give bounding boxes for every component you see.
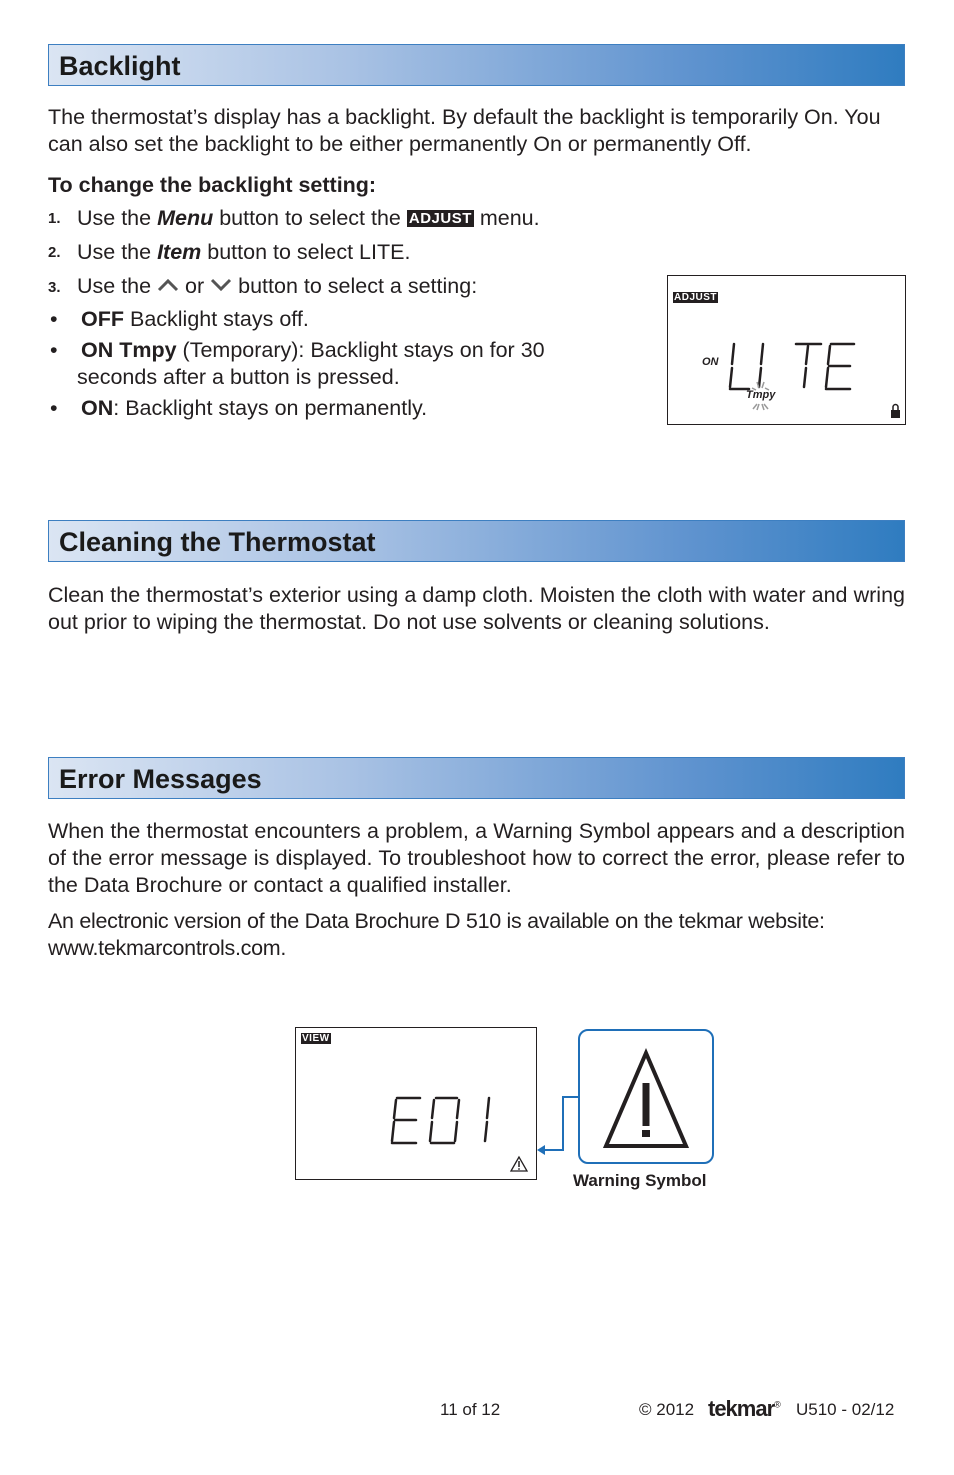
lock-icon bbox=[891, 405, 900, 419]
display-adjust-badge: ADJUST bbox=[674, 292, 718, 303]
errors-title: Error Messages bbox=[59, 764, 262, 794]
errors-header bbox=[48, 757, 905, 799]
display-tmpy-label: Tmpy bbox=[746, 389, 776, 401]
brand-logo bbox=[708, 1396, 780, 1422]
backlight-title: Backlight bbox=[59, 51, 181, 81]
step-1-number: 1. bbox=[48, 210, 61, 227]
page-number: 11 of 12 bbox=[440, 1400, 501, 1419]
warning-symbol-caption: Warning Symbol bbox=[573, 1171, 707, 1190]
step-3-number: 3. bbox=[48, 279, 61, 296]
chevron-up-icon bbox=[157, 278, 179, 292]
step-1-pre: Use the bbox=[77, 206, 158, 230]
doc-code: U510 - 02/12 bbox=[796, 1400, 895, 1419]
option-on-desc: : Backlight stays on permanently. bbox=[113, 396, 428, 420]
step-2-text bbox=[77, 240, 410, 265]
cleaning-header bbox=[48, 520, 905, 562]
step-1-mid: button to select the bbox=[213, 206, 407, 230]
warning-icon bbox=[580, 1031, 712, 1162]
step-3-text bbox=[77, 274, 477, 299]
step-2-pre: Use the bbox=[77, 240, 158, 264]
option-on-tmpy-desc: (Temporary): Backlight stays on for 30 bbox=[176, 338, 545, 362]
brand-name: tekmar bbox=[708, 1396, 775, 1421]
adjust-badge: ADJUST bbox=[408, 210, 472, 227]
step-3-or: or bbox=[179, 274, 211, 298]
errors-body: When the thermostat encounters a problem, a Warning Symbol appears and a description of the error message is displayed. To troubleshoot how to correct the error, please refer to the Data Brochure or contact a qualified installer. bbox=[48, 819, 905, 897]
backlight-intro: The thermostat’s display has a backlight. By default the backlight is temporarily On. You can also set the backlight to be either permanently On or permanently Off. bbox=[48, 105, 881, 156]
option-on-name: ON bbox=[81, 396, 114, 420]
backlight-header bbox=[48, 44, 905, 86]
option-off-desc: Backlight stays off. bbox=[124, 307, 309, 331]
lite-display bbox=[667, 275, 906, 425]
display-on-label: ON bbox=[702, 356, 719, 368]
backlight-subheading: To change the backlight setting: bbox=[48, 173, 377, 197]
cleaning-body: Clean the thermostat’s exterior using a damp cloth. Moisten the cloth with water and wring out prior to wiping the thermostat. Do not use solvents or cleaning solutions. bbox=[48, 583, 905, 634]
chevron-down-icon bbox=[210, 278, 232, 292]
step-2-post: button to select LITE. bbox=[201, 240, 411, 264]
bullet-on: • bbox=[50, 396, 58, 420]
warning-small-icon bbox=[511, 1157, 527, 1171]
step-3-pre: Use the bbox=[77, 274, 158, 298]
bullet-on-tmpy: • bbox=[50, 338, 58, 362]
copyright: © 2012 bbox=[639, 1400, 695, 1419]
option-on-tmpy-desc-2: seconds after a button is pressed. bbox=[77, 365, 400, 389]
errors-body-2: An electronic version of the Data Brochure D 510 is available on the tekmar website: www.tekmarcontrols.com. bbox=[48, 909, 825, 960]
option-on-tmpy bbox=[81, 338, 545, 363]
cleaning-title: Cleaning the Thermostat bbox=[59, 527, 376, 557]
registered-mark: ® bbox=[774, 1399, 780, 1410]
option-on-tmpy-name: ON Tmpy bbox=[81, 338, 177, 362]
step-3-post: button to select a setting: bbox=[232, 274, 478, 298]
step-1-post: menu. bbox=[473, 206, 540, 230]
option-on bbox=[81, 396, 427, 421]
step-1-text bbox=[77, 206, 540, 231]
option-off bbox=[81, 307, 309, 332]
error-display bbox=[295, 1027, 537, 1180]
display-view-badge: VIEW bbox=[302, 1033, 330, 1044]
option-off-name: OFF bbox=[81, 307, 124, 331]
e01-segment-digits bbox=[296, 1028, 538, 1181]
item-key-label: Item bbox=[157, 240, 202, 264]
lite-segment-digits bbox=[668, 276, 907, 426]
bullet-off: • bbox=[50, 307, 58, 331]
warning-symbol-box bbox=[578, 1029, 714, 1164]
step-2-number: 2. bbox=[48, 244, 61, 261]
menu-key-label: Menu bbox=[157, 206, 214, 230]
